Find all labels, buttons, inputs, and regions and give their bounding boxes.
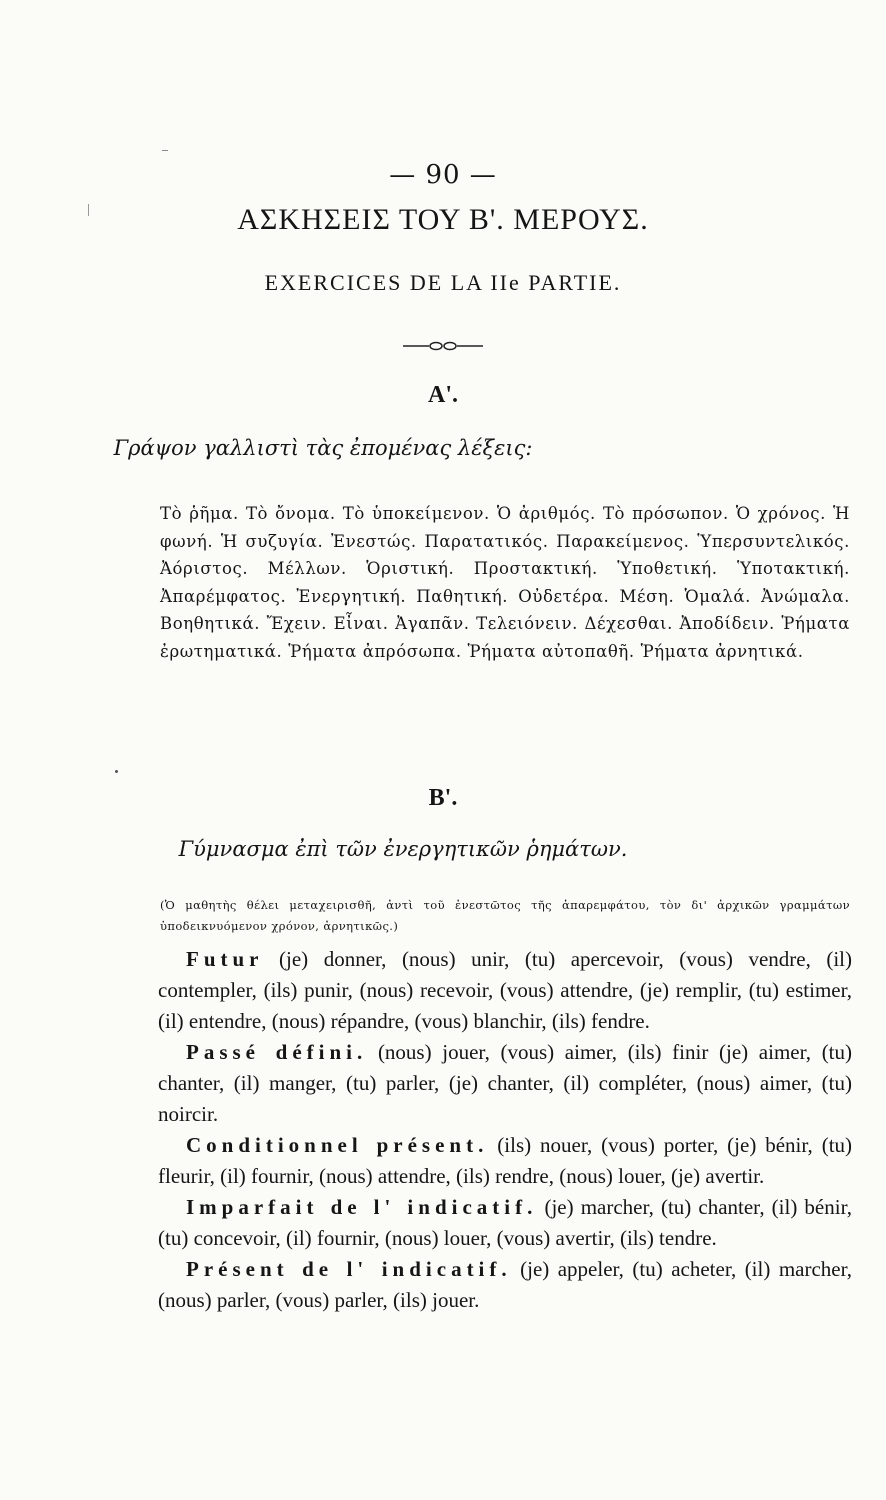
exercise-paragraph	[158, 1192, 852, 1254]
exercise-text: (je) donner, (nous) unir, (tu) apercevoir, (vous) vendre, (il) contempler, (ils) punir, (nous) recevoir, (vous) attendre, (je) remplir, (tu) estimer, (il) entendre, (nous) répandre, (vous) blanchir, (ils) fendre.	[158, 947, 853, 1033]
section-a-instruction: Γράψον γαλλιστὶ τὰς ἐπομένας λέξεις:	[113, 436, 533, 460]
stray-mark	[115, 770, 118, 773]
exercise-paragraph	[158, 944, 852, 1037]
exercise-list	[158, 944, 852, 1316]
section-label-b: Β'.	[428, 785, 458, 811]
section-a-text: Τὸ ῥῆμα. Τὸ ὄνομα. Τὸ ὑποκείμενον. Ὁ ἀριθμός. Τὸ πρόσωπον. Ὁ χρόνος. Ἡ φωνή. Ἡ συζυγία. Ἐνεστώς. Παρατατικός. Παρακείμενος. Ὑπερσυντελικός. Ἀόριστος. Μέλλων. Ὁριστική. Προστακτική. Ὑποθετική. Ὑποτακτική. Ἀπαρέμφατος. Ἐνεργητική. Παθητική. Οὐδετέρα. Μέση. Ὁμαλά. Ἀνώμαλα. Βοηθητικά. Ἔχειν. Εἶναι. Ἀγαπᾶν. Τελειόνειν. Δέχεσθαι. Ἀποδίδειν. Ῥήματα ἐρωτηματικά. Ῥήματα ἀπρόσωπα. Ῥήματα αὐτοπαθῆ. Ῥήματα ἀρνητικά.	[160, 504, 850, 661]
exercise-text: (je) marcher, (tu) chanter, (il) bénir, (tu) concevoir, (il) fournir, (nous) louer, (vous) avertir, (ils) tendre.	[158, 1195, 852, 1250]
tense-label: Présent de l' indicatif.	[186, 1257, 512, 1281]
tense-label: Futur	[186, 947, 264, 971]
ornament-divider	[0, 338, 886, 357]
exercise-text: (je) appeler, (tu) acheter, (il) marcher, (nous) parler, (vous) parler, (ils) jouer.	[158, 1257, 853, 1312]
greek-title: ΑΣΚΗΣΕΙΣ ΤΟΥ Β'. ΜΕΡΟΥΣ.	[237, 203, 649, 236]
exercise-paragraph	[158, 1130, 852, 1192]
tense-label: Passé défini.	[186, 1040, 368, 1064]
exercise-paragraph	[158, 1254, 852, 1316]
section-label-a: Α'.	[428, 382, 458, 408]
exercise-paragraph	[158, 1037, 852, 1130]
section-b-note: (Ὁ μαθητὴς θέλει μεταχειρισθῆ, ἀντὶ τοῦ ἐνεστῶτος τῆς ἀπαρεμφάτου, τὸν δι' ἀρχικῶν γραμμάτων ὑποδεικνυόμενον χρόνον, ἀρνητικῶς.)	[160, 898, 850, 933]
page-number: — 90 —	[389, 160, 497, 190]
french-title: EXERCICES DE LA IIe PARTIE.	[264, 270, 622, 295]
tense-label: Conditionnel présent.	[186, 1133, 489, 1157]
ornament-icon	[403, 339, 483, 353]
exercise-text: (ils) nouer, (vous) porter, (je) bénir, (tu) fleurir, (il) fournir, (nous) attendre, (ils) rendre, (nous) louer, (je) avertir.	[158, 1133, 853, 1188]
print-mark	[162, 150, 168, 154]
exercise-text: (nous) jouer, (vous) aimer, (ils) finir (je) aimer, (tu) chanter, (il) manger, (tu) parler, (je) chanter, (il) compléter, (nous) aimer, (tu) noircir.	[158, 1040, 853, 1126]
section-b-instruction: Γύμνασμα ἐπὶ τῶν ἐνεργητικῶν ῥημάτων.	[178, 837, 628, 861]
tense-label: Imparfait de l' indicatif.	[186, 1195, 538, 1219]
